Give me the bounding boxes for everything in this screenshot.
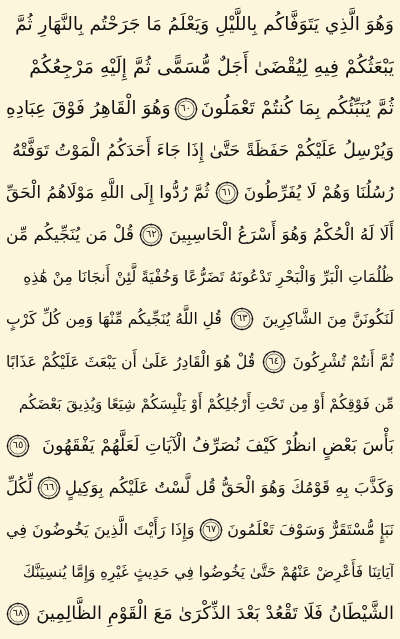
text-line bbox=[6, 425, 394, 467]
ayah-number: ٦١ bbox=[221, 187, 232, 199]
text-line bbox=[6, 298, 394, 340]
verse-text: وَكَذَّبَ بِهِ قَوْمُكَ وَهُوَ الْحَقُّ قُل لَّسْتُ عَلَيْكُم بِوَكِيلٍ bbox=[65, 477, 394, 497]
verse-text: لِّكُلِّ bbox=[6, 477, 33, 497]
text-line bbox=[6, 341, 394, 383]
ayah-end-marker bbox=[262, 350, 286, 374]
ayah-end-marker bbox=[174, 97, 198, 121]
text-line bbox=[6, 88, 394, 130]
ayah-end-marker bbox=[37, 476, 61, 500]
text-line bbox=[6, 551, 394, 593]
text-line bbox=[6, 593, 394, 635]
verse-text: وَهُوَ الَّذِي يَتَوَفَّاكُم بِاللَّيْلِ وَيَعْلَمُ مَا جَرَحْتُم بِالنَّهَارِ ثُمَّ bbox=[15, 14, 394, 35]
verse-text: يَبْعَثُكُمْ فِيهِ لِيُقْضَىٰ أَجَلٌ مُّسَمًّى ثُمَّ إِلَيْهِ مَرْجِعُكُمْ bbox=[29, 56, 394, 79]
verse-text: ثُمَّ يُنَبِّئُكُم بِمَا كُنتُمْ تَعْمَلُونَ bbox=[200, 98, 394, 120]
ayah-number: ٦٦ bbox=[43, 481, 55, 493]
verse-text: مِّن فَوْقِكُمْ أَوْ مِن تَحْتِ أَرْجُلِكُمْ أَوْ يَلْبِسَكُمْ شِيَعًا وَيُذِيقَ بَعْضَكُم bbox=[18, 394, 394, 413]
text-line bbox=[6, 130, 394, 172]
verse-text: الشَّيْطَانُ فَلَا تَقْعُدْ بَعْدَ الذِّكْرَىٰ مَعَ الْقَوْمِ الظَّالِمِينَ bbox=[36, 602, 394, 624]
verse-text: أَلَا لَهُ الْحُكْمُ وَهُوَ أَسْرَعُ الْحَاسِبِينَ bbox=[168, 225, 394, 246]
verse-text: بَأْسَ بَعْضٍ انظُرْ كَيْفَ نُصَرِّفُ الْآيَاتِ لَعَلَّهُمْ يَفْقَهُونَ bbox=[42, 435, 394, 456]
ayah-end-marker bbox=[139, 223, 163, 247]
text-line bbox=[6, 256, 394, 298]
text-line bbox=[6, 214, 394, 256]
verse-text: ظُلُمَاتِ الْبَرِّ وَالْبَحْرِ تَدْعُونَهُ تَضَرُّعًا وَخُفْيَةً لَّئِنْ أَنجَانَا مِنْ هَٰذِهِ bbox=[23, 268, 394, 287]
ayah-number: ٦٨ bbox=[12, 607, 24, 619]
ayah-number: ٦٤ bbox=[268, 355, 280, 367]
verse-text: قُلْ مَن يُنَجِّيكُم مِّن bbox=[6, 225, 134, 246]
text-line bbox=[6, 467, 394, 509]
ayah-number: ٦٠ bbox=[180, 103, 192, 115]
verse-text: لَنَكُونَنَّ مِنَ الشَّاكِرِينَ bbox=[262, 310, 394, 329]
verse-text: نَبَإٍ مُّسْتَقَرٌّ وَسَوْفَ تَعْلَمُونَ bbox=[227, 519, 394, 539]
verse-text: وَهُوَ الْقَاهِرُ فَوْقَ عِبَادِهِ bbox=[6, 98, 171, 120]
verse-lines bbox=[6, 4, 394, 635]
ayah-end-marker bbox=[6, 602, 30, 626]
text-line bbox=[6, 46, 394, 88]
verse-text: وَإِذَا رَأَيْتَ الَّذِينَ يَخُوضُونَ فِي bbox=[6, 519, 195, 539]
verse-text: آيَاتِنَا فَأَعْرِضْ عَنْهُمْ حَتَّىٰ يَخُوضُوا فِي حَدِيثٍ غَيْرِهِ وَإِمَّا يُنسِيَنَّكَ bbox=[22, 562, 394, 581]
text-line bbox=[6, 383, 394, 425]
verse-text: وَيُرْسِلُ عَلَيْكُمْ حَفَظَةً حَتَّىٰ إِذَا جَاءَ أَحَدَكُمُ الْمَوْتُ تَوَفَّتْهُ bbox=[12, 141, 394, 162]
ayah-end-marker bbox=[6, 434, 30, 458]
text-line bbox=[6, 172, 394, 214]
verse-text: ثُمَّ أَنتُمْ تُشْرِكُونَ bbox=[292, 352, 394, 371]
ayah-number: ٦٣ bbox=[236, 313, 248, 325]
ayah-end-marker bbox=[230, 307, 254, 331]
verse-text: قُلِ اللَّهُ يُنَجِّيكُم مِّنْهَا وَمِن كُلِّ كَرْبٍ bbox=[6, 310, 222, 329]
text-line bbox=[6, 4, 394, 46]
text-line bbox=[6, 509, 394, 551]
ayah-number: ٦٧ bbox=[205, 523, 217, 535]
ayah-number: ٦٥ bbox=[12, 439, 24, 451]
verse-text: ثُمَّ رُدُّوا إِلَى اللَّهِ مَوْلَاهُمُ الْحَقِّ bbox=[6, 183, 210, 204]
ayah-end-marker bbox=[215, 181, 239, 205]
ayah-number: ٦٢ bbox=[145, 229, 157, 241]
verse-text: قُلْ هُوَ الْقَادِرُ عَلَىٰ أَن يَبْعَثَ عَلَيْكُمْ عَذَابًا bbox=[6, 352, 256, 371]
ayah-end-marker bbox=[199, 518, 223, 542]
verse-text: رُسُلُنَا وَهُمْ لَا يُفَرِّطُونَ bbox=[243, 183, 394, 204]
